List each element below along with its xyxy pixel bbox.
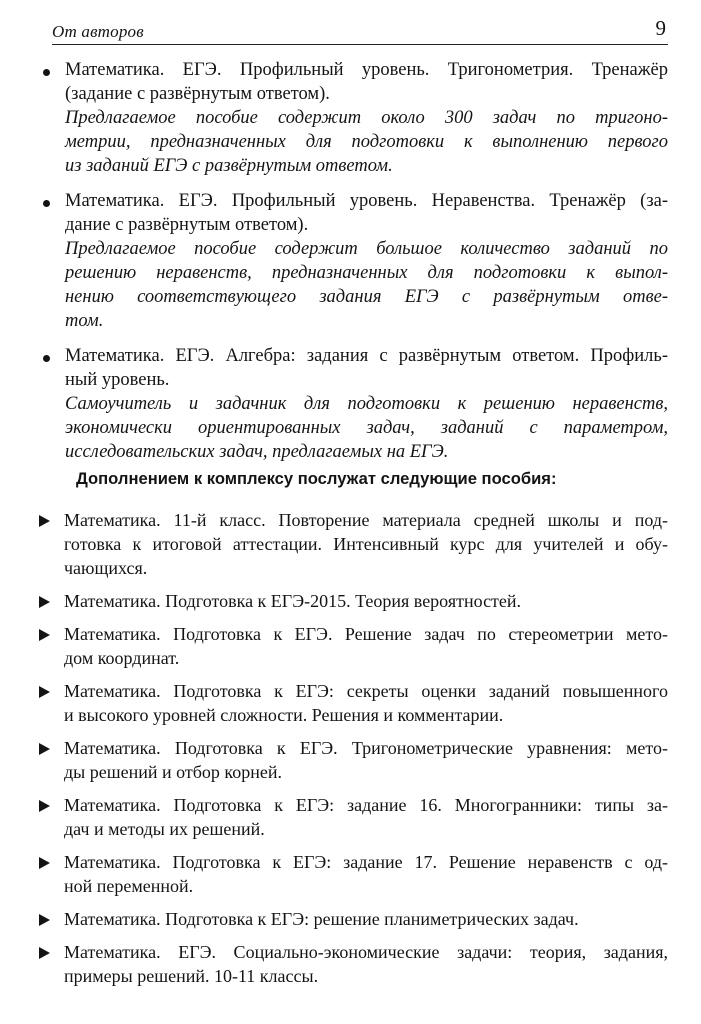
supplement-heading: Дополнением к комплексу послужат следующие пособия: [76,469,557,488]
supplement-entry [38,793,668,841]
supplement-line: готовка к итоговой аттестации. Интенсивный курс для учителей и обу- [64,534,668,554]
section-title: От авторов [52,22,144,41]
supplement-book-list [38,508,668,997]
supplement-entry [38,907,668,931]
supplement-line: Математика. 11-й класс. Повторение материала средней школы и под- [64,510,668,530]
triangle-bullet-icon [39,800,50,812]
book-entry [38,189,668,333]
supplement-entry [38,850,668,898]
bullet-dot-icon [43,200,50,207]
book-description-line: Самоучитель и задачник для подготовки к решению неравенств, [65,394,668,414]
book-description-line: Предлагаемое пособие содержит около 300 задач по тригоно- [65,108,668,128]
supplement-line: примеры решений. 10-11 классы. [64,966,319,986]
triangle-bullet-icon [39,857,50,869]
book-title-line: Математика. ЕГЭ. Алгебра: задания с развёрнутым ответом. Профиль- [65,346,668,366]
book-description-line: решению неравенств, предназначенных для подготовки к выпол- [65,263,668,283]
supplement-line: Математика. Подготовка к ЕГЭ-2015. Теория вероятностей. [64,591,522,611]
triangle-bullet-icon [39,686,50,698]
supplement-line: и высокого уровней сложности. Решения и комментарии. [64,705,504,725]
triangle-bullet-icon [39,947,50,959]
triangle-bullet-icon [39,914,50,926]
book-title-line: ный уровень. [65,370,170,390]
book-description-line: том. [65,311,104,331]
book-description-line: исследовательских задач, предлагаемых на ЕГЭ. [65,442,449,462]
triangle-bullet-icon [39,743,50,755]
book-entry [38,344,668,464]
supplement-entry [38,940,668,988]
running-header [52,14,668,45]
book-title-line: (задание с развёрнутым ответом). [65,84,330,104]
book-description-line: из заданий ЕГЭ с развёрнутым ответом. [65,156,393,176]
supplement-line: Математика. Подготовка к ЕГЭ: задание 16. Многогранники: типы за- [64,795,668,815]
book-description-line: нению соответствующего задания ЕГЭ с развёрнутым отве- [65,287,668,307]
page-number: 9 [655,16,666,40]
supplement-line: Математика. Подготовка к ЕГЭ: секреты оценки заданий повышенного [64,681,668,701]
supplement-line: дач и методы их решений. [64,819,265,839]
supplement-entry [38,622,668,670]
book-description-line: экономически ориентированных задач, заданий с параметром, [65,418,668,438]
triangle-bullet-icon [39,596,50,608]
supplement-line: чающихся. [64,558,148,578]
triangle-bullet-icon [39,515,50,527]
book-title-line: Математика. ЕГЭ. Профильный уровень. Неравенства. Тренажёр (за- [65,191,668,211]
supplement-entry [38,589,668,613]
book-description-line: Предлагаемое пособие содержит большое количество заданий по [65,239,668,259]
triangle-bullet-icon [39,629,50,641]
bullet-dot-icon [43,69,50,76]
supplement-line: Математика. Подготовка к ЕГЭ: решение планиметрических задач. [64,909,579,929]
supplement-line: ной переменной. [64,876,194,896]
supplement-line: дом координат. [64,648,180,668]
supplement-line: Математика. ЕГЭ. Социально-экономические задачи: теория, задания, [64,942,668,962]
supplement-entry [38,508,668,580]
supplement-line: Математика. Подготовка к ЕГЭ: задание 17. Решение неравенств с од- [64,852,668,872]
book-description-line: метрии, предназначенных для подготовки к выполнению первого [65,132,668,152]
supplement-line: Математика. Подготовка к ЕГЭ. Решение задач по стереометрии мето- [64,624,668,644]
primary-book-list [38,58,668,475]
supplement-line: ды решений и отбор корней. [64,762,282,782]
supplement-entry [38,679,668,727]
supplement-line: Математика. Подготовка к ЕГЭ. Тригонометрические уравнения: мето- [64,738,668,758]
book-title-line: Математика. ЕГЭ. Профильный уровень. Тригонометрия. Тренажёр [65,60,668,80]
supplement-entry [38,736,668,784]
book-title-line: дание с развёрнутым ответом). [65,215,309,235]
book-entry [38,58,668,178]
bullet-dot-icon [43,355,50,362]
